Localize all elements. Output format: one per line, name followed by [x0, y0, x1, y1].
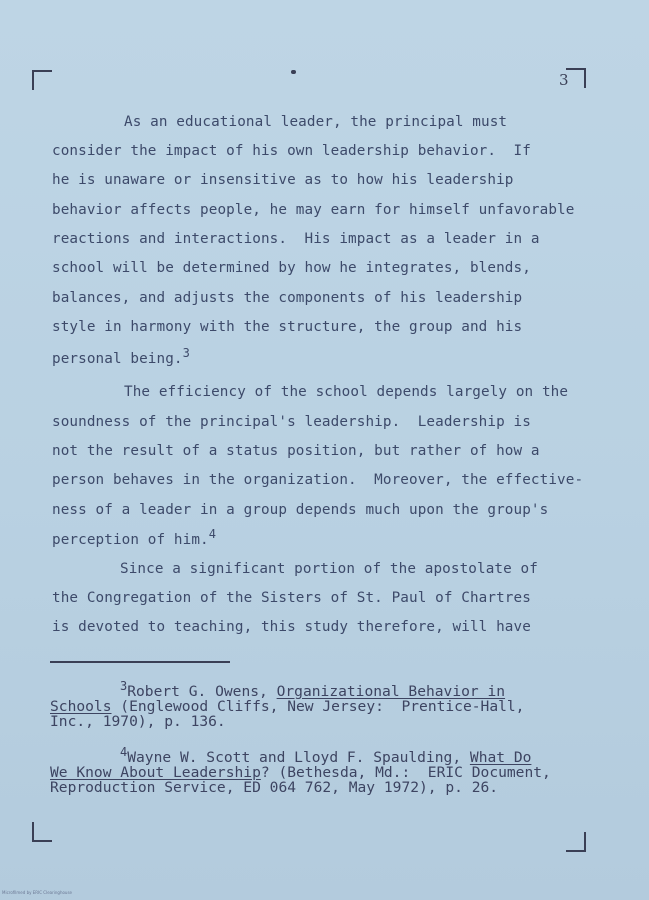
- footnote-title: Schools: [50, 698, 112, 715]
- paragraph-line: reactions and interactions. His impact as a leader in a: [52, 231, 540, 247]
- paragraph-line: not the result of a status position, but rather of how a: [52, 443, 540, 459]
- paragraph-line: [52, 527, 217, 549]
- paragraph-line: ness of a leader in a group depends much upon the group's: [52, 502, 549, 518]
- footnote-line: Inc., 1970), p. 136.: [50, 713, 226, 730]
- paragraph-line: person behaves in the organization. Moreover, the effective-: [52, 472, 584, 488]
- paragraph-line-text: personal being.: [52, 351, 183, 367]
- paragraph-line: the Congregation of the Sisters of St. Paul of Chartres: [52, 590, 531, 606]
- footnote-publication: (Englewood Cliffs, New Jersey: Prentice-Hall,: [111, 698, 525, 715]
- footnote-reference: 4: [208, 527, 217, 541]
- paragraph-line-text: perception of him.: [52, 532, 209, 548]
- paragraph-line: style in harmony with the structure, the group and his: [52, 319, 523, 335]
- paragraph-line: Since a significant portion of the apostolate of: [120, 561, 538, 577]
- crop-mark-bottom-right: [566, 832, 586, 852]
- ink-dot: [291, 70, 296, 74]
- footnote-title: What Do: [469, 749, 532, 766]
- footnote-separator: [50, 661, 230, 663]
- footnote-title: Organizational Behavior in: [276, 683, 506, 700]
- paragraph-line: is devoted to teaching, this study therefore, will have: [52, 619, 531, 635]
- paragraph-line: As an educational leader, the principal must: [124, 114, 508, 130]
- paragraph-line: balances, and adjusts the components of his leadership: [52, 290, 523, 306]
- paragraph-line: consider the impact of his own leadership behavior. If: [52, 143, 531, 159]
- footnote-number: 3: [120, 679, 128, 693]
- footnote-title: We Know About Leadership: [50, 764, 261, 781]
- paragraph-line: [52, 346, 190, 368]
- page-number: 3: [559, 71, 569, 89]
- footnote-number: 4: [120, 745, 128, 759]
- footnote-reference: 3: [182, 346, 190, 360]
- footnote-line: Reproduction Service, ED 064 762, May 1972), p. 26.: [50, 779, 499, 796]
- crop-mark-top-right: [566, 68, 586, 88]
- paragraph-line: soundness of the principal's leadership. Leadership is: [52, 414, 531, 430]
- footnote-author: Robert G. Owens,: [127, 683, 277, 700]
- microfilm-label: Microfilmed by ERIC Clearinghouse: [2, 890, 73, 895]
- crop-mark-top-left: [32, 70, 52, 90]
- paragraph-line: school will be determined by how he integrates, blends,: [52, 260, 531, 276]
- footnote-author: Wayne W. Scott and Lloyd F. Spaulding,: [127, 749, 470, 766]
- paragraph-line: The efficiency of the school depends largely on the: [124, 384, 569, 400]
- paragraph-line: behavior affects people, he may earn for himself unfavorable: [52, 202, 575, 218]
- footnote-publication: ? (Bethesda, Md.: ERIC Document,: [260, 764, 551, 781]
- paragraph-line: he is unaware or insensitive as to how his leadership: [52, 172, 514, 188]
- crop-mark-bottom-left: [32, 822, 52, 842]
